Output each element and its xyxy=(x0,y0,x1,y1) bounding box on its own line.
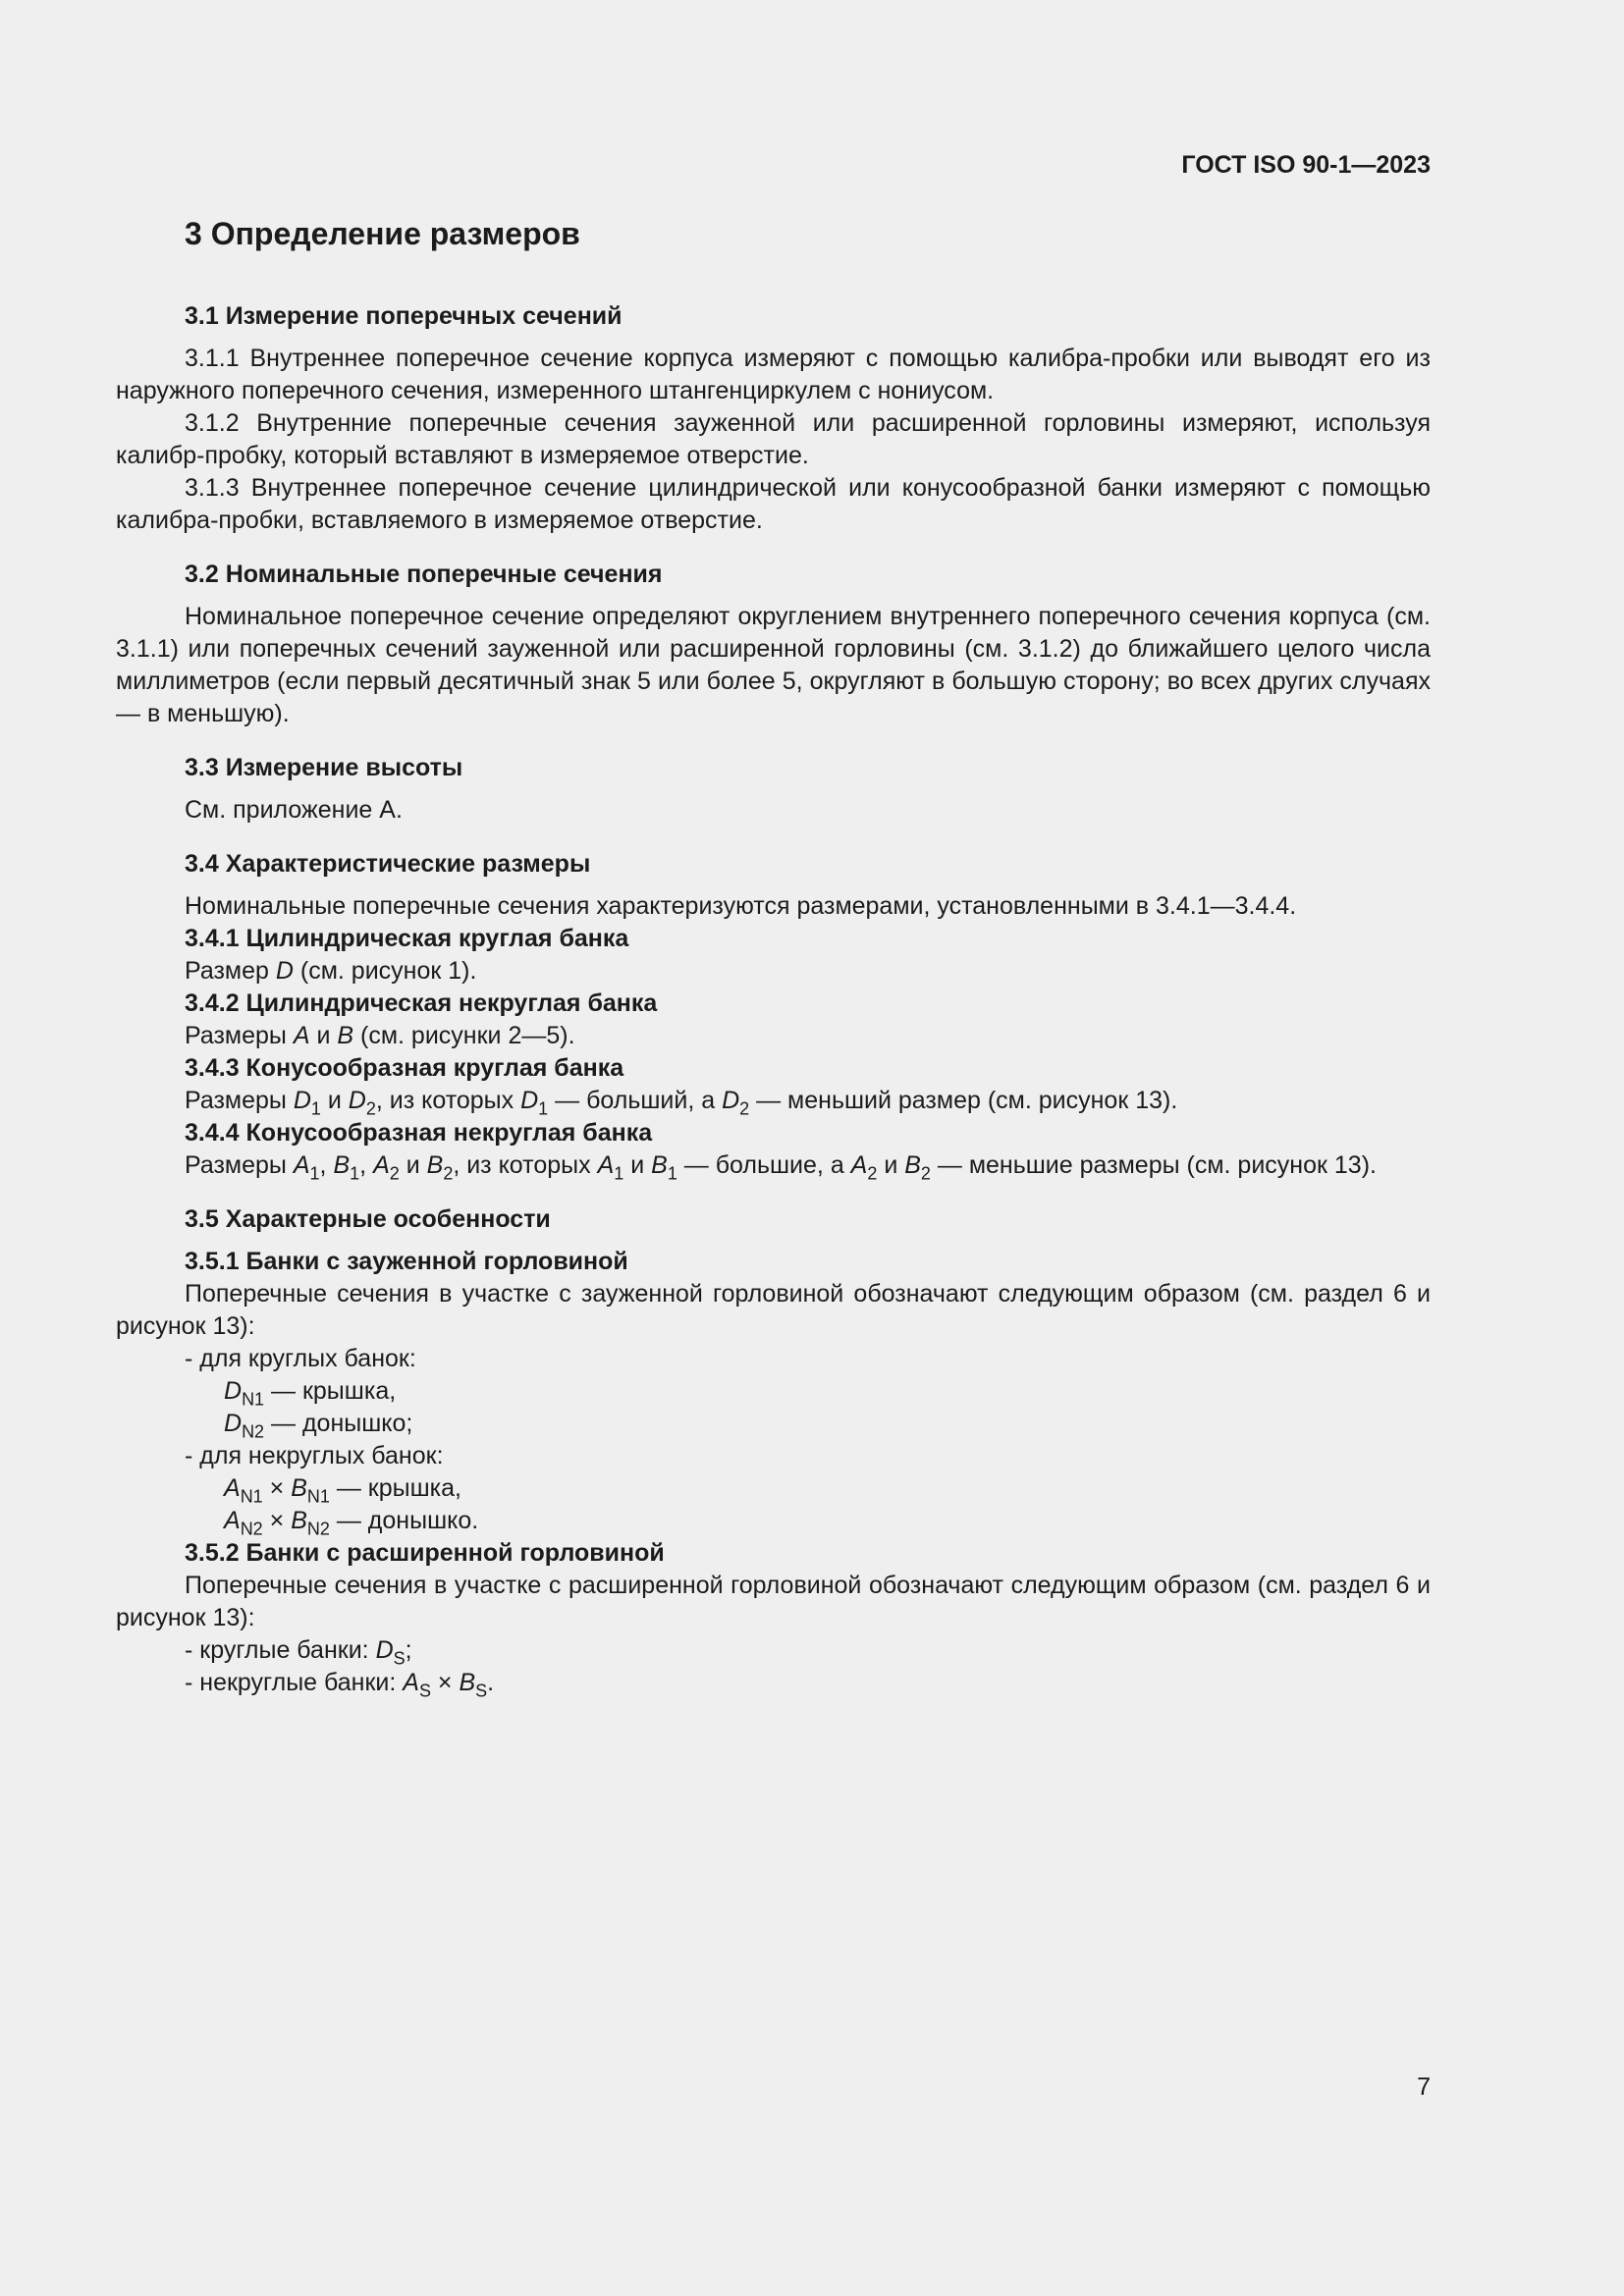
paragraph-3-4-1: Размер D (см. рисунок 1). xyxy=(185,957,477,985)
paragraph-3-4-3: Размеры $D_1$ и $D_2$, из которых $D_1$ — больший, а $D_2$ — меньший размер (см. рисунок 13). xyxy=(185,1087,1178,1119)
subsection-title-3-3: 3.3 Измерение высоты xyxy=(185,754,463,781)
paragraph-3-3: См. приложение А. xyxy=(185,796,403,824)
list-item-nonround-flared: - некруглые банки: $A_S \times B_S$. xyxy=(185,1669,495,1701)
page-number: 7 xyxy=(1417,2073,1431,2101)
paragraph-3-4-2: Размеры A и B (см. рисунки 2—5). xyxy=(185,1022,575,1049)
paragraph-3-1-2: 3.1.2 Внутренние поперечные сечения зауженной или расширенной горловины измеряют, используя калибр-пробку, который вставляют в измеряемое отверстие. xyxy=(116,409,1431,469)
subsection-title-3-4-4: 3.4.4 Конусообразная некруглая банка xyxy=(185,1119,653,1147)
paragraph-3-4-4: Размеры $A_1$, $B_1$, $A_2$ и $B_2$, из которых $A_1$ и $B_1$ — большие, а $A_2$ и $B_2$ — меньшие размеры (см. рисунок 13). xyxy=(185,1151,1377,1184)
paragraph-3-1-1: 3.1.1 Внутреннее поперечное сечение корпуса измеряют с помощью калибра-пробки или выводят его из наружного поперечного сечения, измеренного штангенциркулем с нониусом. xyxy=(116,345,1431,404)
list-item-nonround-bottom: $A_{N2} \times B_{N2}$ — донышко. xyxy=(224,1507,479,1539)
list-item-round-lid: $D_{N1}$ — крышка, xyxy=(224,1377,397,1410)
subsection-title-3-4-3: 3.4.3 Конусообразная круглая банка xyxy=(185,1054,624,1082)
subsection-title-3-5-1: 3.5.1 Банки с зауженной горловиной xyxy=(185,1248,628,1275)
subsection-title-3-5-2: 3.5.2 Банки с расширенной горловиной xyxy=(185,1539,665,1567)
subsection-title-3-5: 3.5 Характерные особенности xyxy=(185,1205,551,1233)
paragraph-3-2: Номинальное поперечное сечение определяют округлением внутреннего поперечного сечения корпуса (см. 3.1.1) или поперечных сечений зауженной или расширенной горловины (см. 3.1.2) до ближайшего целого числа миллиметров (если первый десятичный знак 5 или более 5, округляют в большую сторону; во всех других случаях — в меньшую). xyxy=(116,603,1431,727)
paragraph-3-5-2: Поперечные сечения в участке с расширенной горловиной обозначают следующим образом (см. раздел 6 и рисунок 13): xyxy=(116,1572,1431,1631)
paragraph-3-4: Номинальные поперечные сечения характеризуются размерами, установленными в 3.4.1—3.4.4. xyxy=(185,892,1297,920)
section-title: 3 Определение размеров xyxy=(185,216,580,251)
subsection-title-3-1: 3.1 Измерение поперечных сечений xyxy=(185,302,623,330)
list-label-round: - для круглых банок: xyxy=(185,1345,416,1372)
subsection-title-3-2: 3.2 Номинальные поперечные сечения xyxy=(185,561,663,588)
list-item-round-bottom: $D_{N2}$ — донышко; xyxy=(224,1410,413,1442)
list-item-round-flared: - круглые банки: $D_S$; xyxy=(185,1636,412,1669)
list-label-nonround: - для некруглых банок: xyxy=(185,1442,444,1469)
subsection-title-3-4-2: 3.4.2 Цилиндрическая некруглая банка xyxy=(185,989,658,1017)
list-item-nonround-lid: $A_{N1} \times B_{N1}$ — крышка, xyxy=(224,1474,462,1507)
subsection-title-3-4: 3.4 Характеристические размеры xyxy=(185,850,591,878)
subsection-title-3-4-1: 3.4.1 Цилиндрическая круглая банка xyxy=(185,925,629,952)
document-code: ГОСТ ISO 90-1—2023 xyxy=(1181,151,1431,179)
paragraph-3-1-3: 3.1.3 Внутреннее поперечное сечение цилиндрической или конусообразной банки измеряют с помощью калибра-пробки, вставляемого в измеряемое отверстие. xyxy=(116,474,1431,534)
paragraph-3-5-1: Поперечные сечения в участке с зауженной горловиной обозначают следующим образом (см. раздел 6 и рисунок 13): xyxy=(116,1280,1431,1340)
